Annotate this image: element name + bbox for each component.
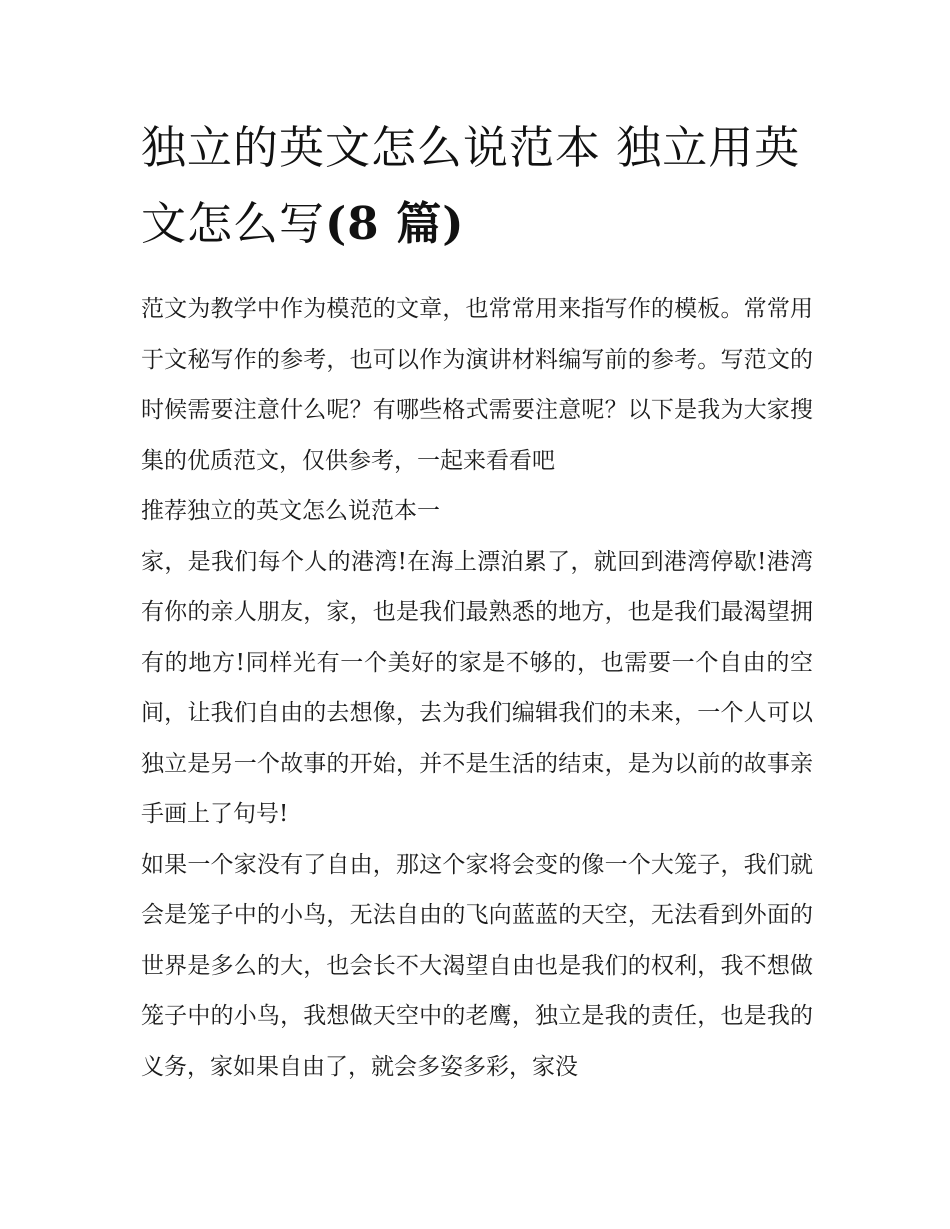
body-paragraph: 家，是我们每个人的港湾!在海上漂泊累了，就回到港湾停歇!港湾有你的亲人朋友，家，也是我们最熟悉的地方，也是我们最渴望拥有的地方!同样光有一个美好的家是不够的，也需要一个自由的空间，让我们自由的去想像，去为我们编辑我们的未来，一个人可以独立是另一个故事的开始，并不是生活的结束，是为以前的故事亲手画上了句号! xyxy=(141,548,813,827)
title-count-text: (8 篇) xyxy=(325,197,465,250)
section-heading: 推荐独立的英文怎么说范本一 xyxy=(141,498,440,524)
body-paragraph: 如果一个家没有了自由，那这个家将会变的像一个大笼子，我们就会是笼子中的小鸟，无法自由的飞向蓝蓝的天空，无法看到外面的世界是多么的大，也会长不大渴望自由也是我们的权利，我不想做笼子中的小鸟，我想做天空中的老鹰，独立是我的责任，也是我的义务，家如果自由了，就会多姿多彩，家没 xyxy=(141,851,813,1080)
title-main-text: 独立的英文怎么说范本 独立用英文怎么写 xyxy=(141,121,801,250)
document-title xyxy=(141,110,813,262)
document-content xyxy=(141,110,813,1092)
intro-paragraph: 范文为教学中作为模范的文章，也常常用来指写作的模板。常常用于文秘写作的参考，也可以作为演讲材料编写前的参考。写范文的时候需要注意什么呢？有哪些格式需要注意呢？以下是我为大家搜集的优质范文，仅供参考，一起来看看吧 xyxy=(141,296,813,474)
